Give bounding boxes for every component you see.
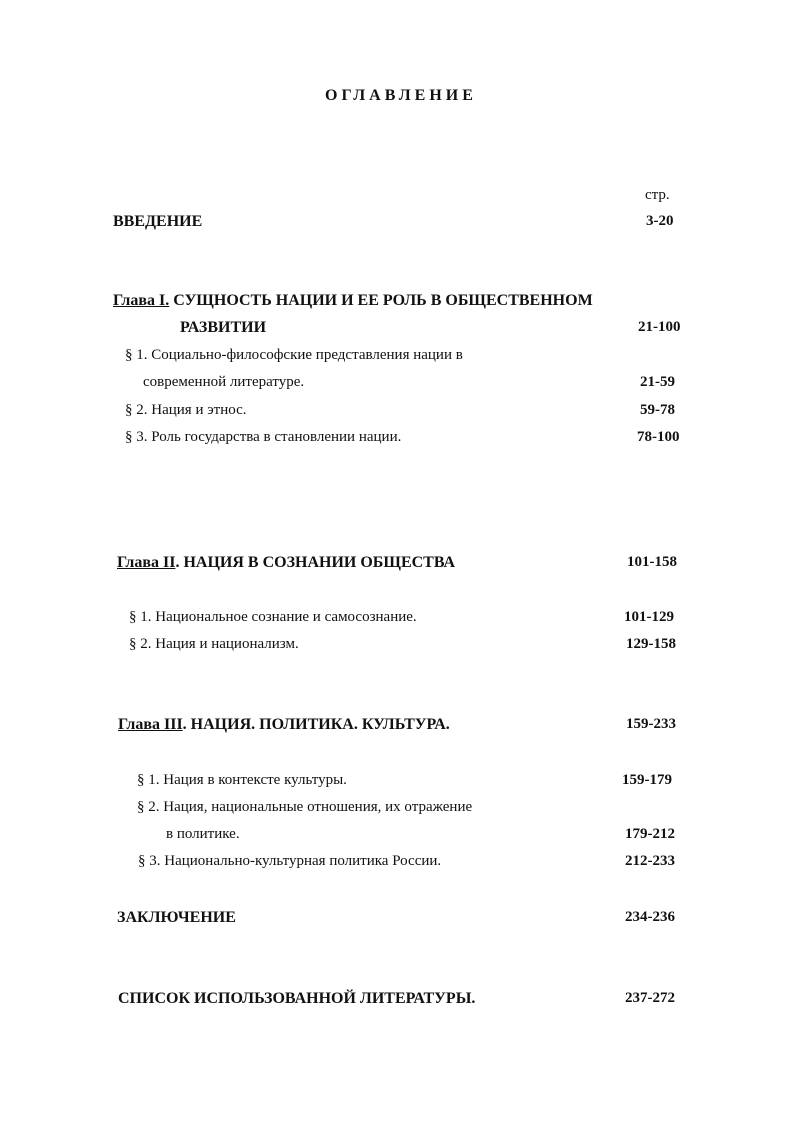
chapter-1-heading (113, 293, 593, 309)
chapter-3-section-2-line1: § 2. Нация, национальные отношения, их отражение (137, 799, 473, 815)
references-heading: СПИСОК ИСПОЛЬЗОВАННОЙ ЛИТЕРАТУРЫ. (118, 990, 476, 1007)
chapter-3-section-2-line2: в политике. (166, 826, 240, 842)
chapter-1-section-3-pages: 78-100 (637, 429, 680, 445)
chapter-1-section-3: § 3. Роль государства в становлении нации. (125, 429, 402, 445)
chapter-2-heading (117, 555, 455, 571)
chapter-2-title: . НАЦИЯ В СОЗНАНИИ ОБЩЕСТВА (175, 554, 456, 571)
chapter-1-section-1-pages: 21-59 (640, 374, 675, 390)
chapter-1-section-1-line2: современной литературе. (143, 374, 305, 390)
chapter-2-section-1: § 1. Национальное сознание и самосознание. (129, 609, 417, 625)
chapter-3-title: . НАЦИЯ. ПОЛИТИКА. КУЛЬТУРА. (182, 716, 450, 733)
chapter-2-pages: 101-158 (627, 554, 677, 570)
chapter-2-section-2: § 2. Нация и национализм. (129, 636, 299, 652)
conclusion-heading: ЗАКЛЮЧЕНИЕ (117, 909, 236, 926)
chapter-3-pages: 159-233 (626, 716, 676, 732)
chapter-1-section-2-pages: 59-78 (640, 402, 675, 418)
conclusion-pages: 234-236 (625, 909, 675, 925)
page-column-label: стр. (645, 187, 670, 203)
chapter-3-section-3-pages: 212-233 (625, 853, 675, 869)
chapter-2-section-1-pages: 101-129 (624, 609, 674, 625)
chapter-1-section-1-line1: § 1. Социально-философские представления нации в (125, 347, 463, 363)
chapter-1-section-2: § 2. Нация и этнос. (125, 402, 247, 418)
intro-pages: 3-20 (646, 213, 674, 229)
chapter-1-number: Глава I. (113, 292, 170, 309)
chapter-2-number: Глава II (117, 554, 176, 571)
intro-heading: ВВЕДЕНИЕ (113, 213, 203, 230)
chapter-1-title-line1: СУЩНОСТЬ НАЦИИ И ЕЕ РОЛЬ В ОБЩЕСТВЕННОМ (169, 292, 593, 309)
chapter-2-section-2-pages: 129-158 (626, 636, 676, 652)
chapter-3-heading (118, 717, 450, 733)
chapter-1-pages: 21-100 (638, 319, 681, 335)
chapter-1-title-line2: РАЗВИТИИ (180, 319, 267, 336)
chapter-3-section-3: § 3. Национально-культурная политика России. (138, 853, 442, 869)
chapter-3-section-1-pages: 159-179 (622, 772, 672, 788)
page-title: ОГЛАВЛЕНИЕ (325, 87, 477, 104)
references-pages: 237-272 (625, 990, 675, 1006)
chapter-3-number: Глава III (118, 716, 183, 733)
chapter-3-section-1: § 1. Нация в контексте культуры. (137, 772, 347, 788)
chapter-3-section-2-pages: 179-212 (625, 826, 675, 842)
